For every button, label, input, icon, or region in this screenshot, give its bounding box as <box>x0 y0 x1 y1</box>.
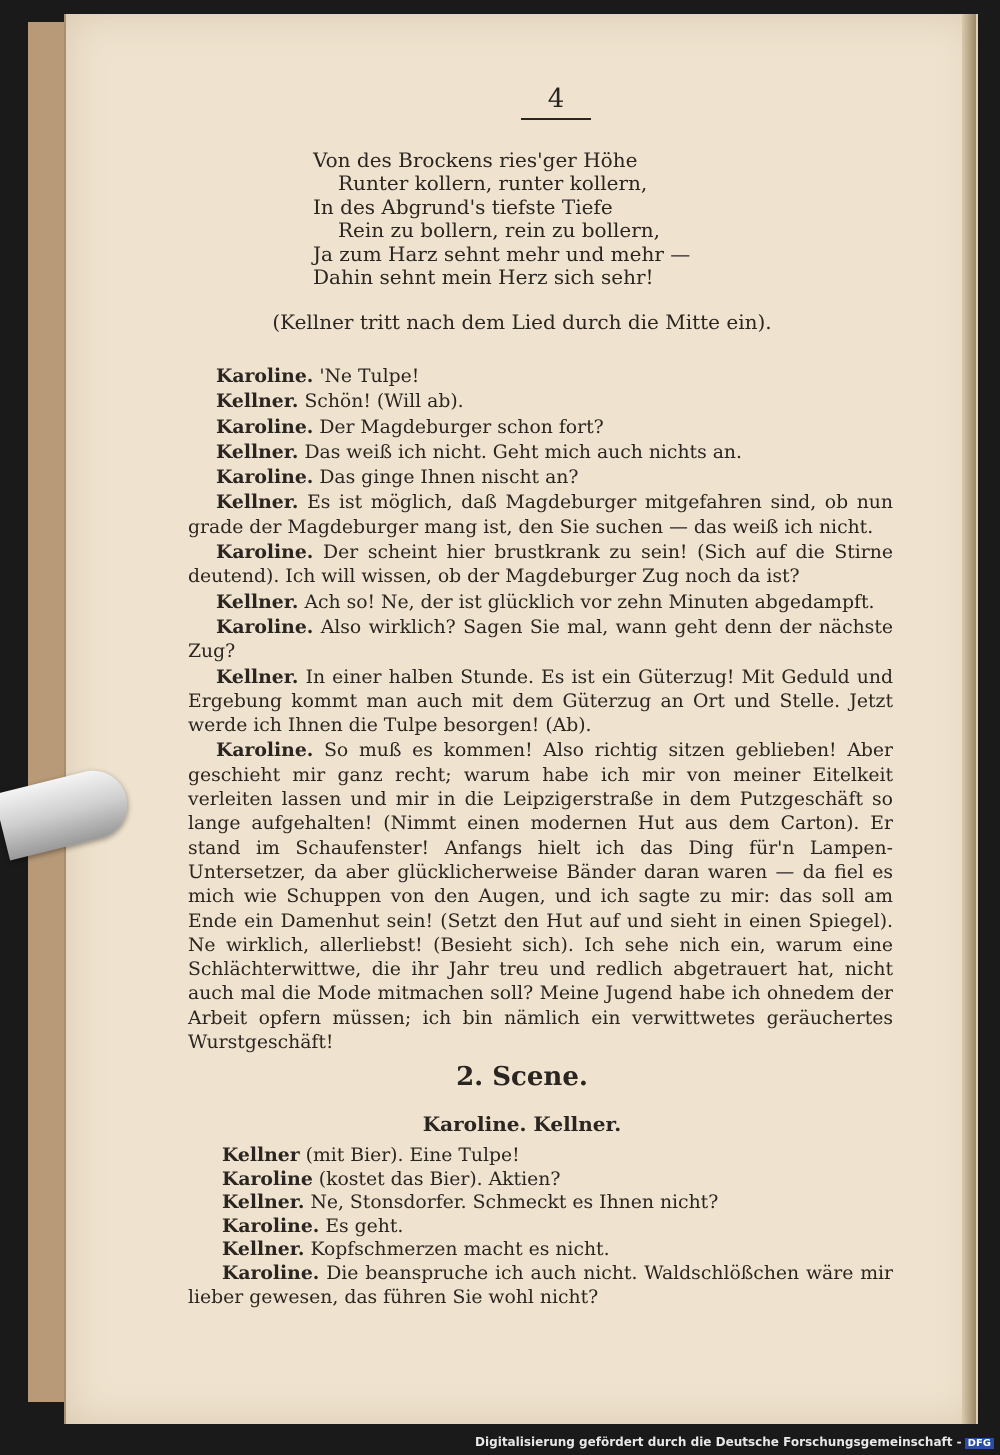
scene-title: 2. Scene. <box>456 1062 588 1092</box>
speaker: Karoline. <box>216 365 314 387</box>
line-text: (mit Bier). Eine Tulpe! <box>305 1145 520 1166</box>
dialog-line <box>188 738 893 1055</box>
speaker: Kellner <box>222 1144 300 1166</box>
verse-line: Von des Brockens ries'ger Höhe <box>313 148 638 172</box>
verse-line: Ja zum Harz sehnt mehr und mehr — <box>313 241 691 266</box>
line-text: Es geht. <box>325 1215 404 1237</box>
line-text: Ach so! Ne, der ist glücklich vor zehn Minuten abgedampft. <box>304 591 875 613</box>
footer-text: Digitalisierung gefördert durch die Deutsche Forschungsgemeinschaft - <box>475 1435 962 1449</box>
line-text: 'Ne Tulpe! <box>319 366 420 387</box>
line-text: (kostet das Bier). Aktien? <box>318 1168 561 1190</box>
stage-direction: (Kellner tritt nach dem Lied durch die Mitte ein). <box>272 310 772 334</box>
line-text: In einer halben Stunde. Es ist ein Güterzug! Mit Geduld und Ergebung kommt man auch mit dem Güterzug an Ort und Stelle. Jetzt werde ich Ihnen die Tulpe besorgen! (Ab). <box>188 666 893 737</box>
line-text: Der scheint hier brustkrank zu sein! (Sich auf die Stirne deutend). Ich will wissen, ob der Magdeburger Zug noch da ist? <box>188 542 893 588</box>
speaker: Karoline. <box>222 1214 320 1237</box>
dialog-line <box>188 465 893 490</box>
footer-credit <box>475 1435 994 1449</box>
dialog-block-2 <box>188 1144 893 1309</box>
dialog-line <box>188 415 893 440</box>
speaker: Kellner. <box>222 1191 305 1214</box>
dialog-line <box>188 1168 893 1192</box>
speaker: Kellner. <box>216 491 299 514</box>
verse-line: Rein zu bollern, rein zu bollern, <box>338 218 661 243</box>
dialog-line <box>188 490 893 540</box>
dialog-line <box>188 665 893 739</box>
dialog-line <box>188 389 893 414</box>
speaker: Kellner. <box>222 1238 305 1261</box>
speaker: Karoline. <box>216 415 314 438</box>
speaker: Kellner. <box>216 390 299 413</box>
dialog-line <box>188 615 893 665</box>
dialog-line <box>188 1215 893 1239</box>
page-edge <box>962 14 976 1424</box>
speaker: Karoline. <box>222 1261 320 1284</box>
line-text: Die beanspruche ich auch nicht. Waldschlößchen wäre mir lieber gewesen, das führen Sie wohl nicht? <box>188 1262 893 1308</box>
dialog-line <box>188 540 893 590</box>
dfg-logo: DFG <box>965 1438 994 1449</box>
speaker: Kellner. <box>216 440 299 463</box>
verse-line: Runter kollern, runter kollern, <box>338 171 648 196</box>
dialog-block <box>188 364 893 1055</box>
dialog-line <box>188 1262 893 1309</box>
line-text: Das ginge Ihnen nischt an? <box>319 467 579 489</box>
page-number: 4 <box>521 84 591 120</box>
line-text: Also wirklich? Sagen Sie mal, wann geht denn der nächste Zug? <box>188 616 893 663</box>
dialog-line <box>188 1191 893 1215</box>
dialog-line <box>188 590 893 615</box>
verse-line: Dahin sehnt mein Herz sich sehr! <box>313 265 654 290</box>
speaker: Karoline <box>222 1167 313 1190</box>
speaker: Karoline. <box>216 466 314 489</box>
dialog-line <box>188 1238 893 1262</box>
line-text: So muß es kommen! Also richtig sitzen geblieben! Aber geschieht mir ganz recht; warum habe ich mir von meiner Eitelkeit verleiten lassen und mir in die Leipzigerstraße in dem Putzgeschäft so lange aufgehalten! (Nimmt einen modernen Hut aus dem Carton). Er stand im Schaufenster! Anfangs hielt ich das Ding für'n Lampen-Untersetzer, da aber glücklicherweise Bänder daran waren — da fiel es mich wie Schuppen von den Augen, und ich sagte zu mir: das soll am Ende ein Damenhut sein! (Setzt den Hut auf und sieht in einen Spiegel). Ne wirklich, allerliebst! (Besieht sich). Ich sehe nich ein, warum eine Schlächterwittwe, die ihr Jahr treu und redlich abgetrauert hat, nicht auch mal die Mode mitmachen soll? Meine Jugend habe ich ohnedem der Arbeit opfern müssen; ich bin nämlich ein verwittwetes geräuchertes Wurstgeschäft! <box>188 740 893 1054</box>
scene-characters: Karoline. Kellner. <box>422 1112 622 1136</box>
verse-line: In des Abgrund's tiefste Tiefe <box>313 194 613 219</box>
speaker: Karoline. <box>216 541 314 564</box>
line-text: Ne, Stonsdorfer. Schmeckt es Ihnen nicht? <box>310 1192 719 1214</box>
dialog-line <box>188 364 893 389</box>
dialog-line <box>188 440 893 465</box>
speaker: Kellner. <box>216 590 299 613</box>
speaker: Karoline. <box>216 615 314 638</box>
dialog-line <box>188 1144 893 1168</box>
line-text: Der Magdeburger schon fort? <box>319 416 604 438</box>
line-text: Das weiß ich nicht. Geht mich auch nichts an. <box>304 441 742 463</box>
verse-block <box>313 149 690 289</box>
page-content <box>66 14 978 1424</box>
line-text: Kopfschmerzen macht es nicht. <box>310 1239 610 1261</box>
line-text: Es ist möglich, daß Magdeburger mitgefahren sind, ob nun grade der Magdeburger mang ist, den Sie suchen — das weiß ich nicht. <box>188 492 893 538</box>
line-text: Schön! (Will ab). <box>304 391 464 413</box>
book-page <box>64 14 978 1424</box>
speaker: Kellner. <box>216 665 299 688</box>
speaker: Karoline. <box>216 739 314 762</box>
